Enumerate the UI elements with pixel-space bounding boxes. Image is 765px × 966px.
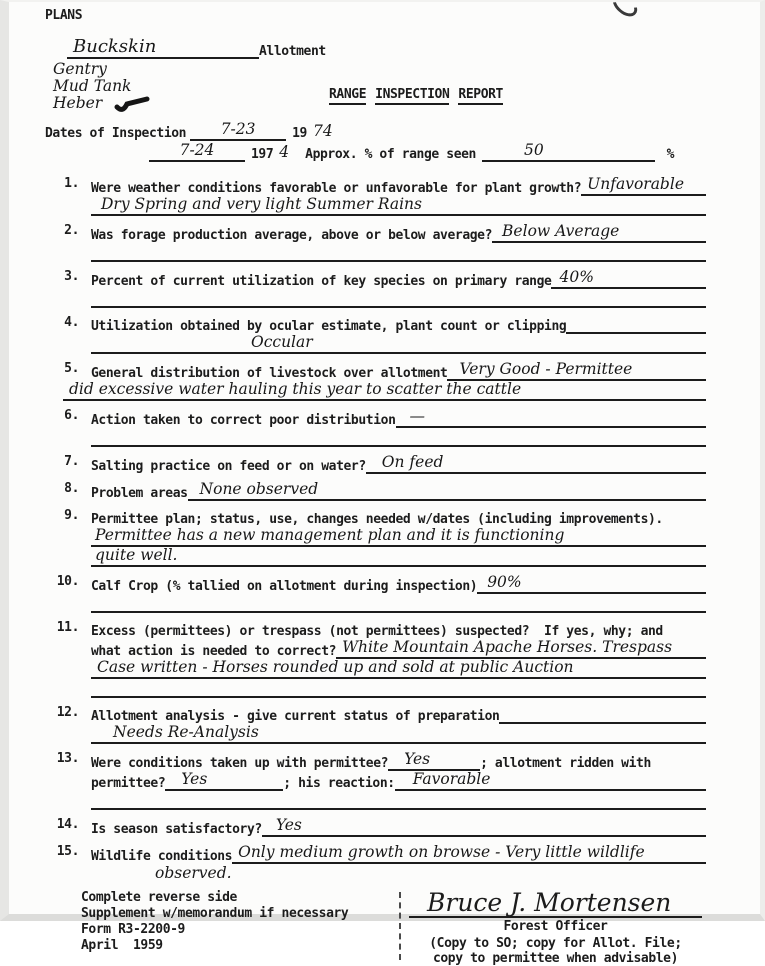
question-body	[91, 481, 706, 501]
handwritten-answer: Below Average	[492, 223, 706, 243]
question-line	[91, 679, 706, 698]
handwritten-answer: quite well.	[91, 547, 706, 567]
question-number: 15.	[56, 844, 79, 859]
question-line	[91, 243, 706, 262]
question-number: 3.	[64, 269, 79, 284]
plan-name-handwritten: Mud Tank	[53, 76, 132, 95]
question-item	[45, 361, 706, 401]
form-title-word: REPORT	[458, 87, 503, 105]
question-text: Allotment analysis - give current status of preparation	[91, 709, 500, 724]
question-text: General distribution of livestock over allotment	[91, 366, 448, 381]
question-number: 10.	[56, 574, 79, 589]
question-text: ; his reaction:	[283, 776, 395, 791]
blank-line	[91, 291, 706, 308]
year-2-typed: 197	[251, 147, 274, 162]
handwritten-answer: None observed	[188, 481, 706, 501]
handwritten-answer: Needs Re-Analysis	[91, 724, 706, 744]
question-text: Calf Crop (% tallied on allotment during inspection)	[91, 579, 478, 594]
question-body	[91, 817, 706, 837]
question-number: 2.	[64, 223, 79, 238]
date-line-1	[190, 121, 286, 141]
inspection-date-row-1	[45, 121, 706, 141]
blank-line	[566, 317, 706, 334]
percent-sign: %	[666, 147, 674, 162]
question-line	[91, 408, 706, 428]
approx-range-value: 50	[523, 141, 544, 159]
question-line	[91, 639, 706, 659]
handwritten-answer: Yes	[262, 817, 706, 837]
handwritten-answer: Dry Spring and very light Summer Rains	[91, 196, 706, 216]
question-line	[91, 771, 706, 791]
question-text: ; allotment ridden with	[480, 756, 651, 771]
questions	[45, 176, 706, 883]
question-body	[91, 705, 706, 744]
question-number: 9.	[64, 508, 79, 523]
question-line	[91, 620, 706, 639]
footer-divider	[399, 892, 401, 960]
plans-label: PLANS	[45, 8, 83, 23]
question-line	[91, 289, 706, 308]
blank-line	[91, 596, 706, 613]
handwritten-answer: Unfavorable	[581, 176, 706, 196]
handwritten-answer: Yes	[165, 771, 283, 791]
form-date: April 1959	[81, 938, 163, 953]
question-number: 7.	[64, 454, 79, 469]
question-number: 5.	[64, 361, 79, 376]
handwritten-answer: 90%	[477, 574, 706, 594]
question-item	[45, 751, 706, 810]
question-number: 12.	[56, 705, 79, 720]
question-text: Is season satisfactory?	[91, 822, 262, 837]
question-line	[91, 751, 706, 771]
question-item	[45, 269, 706, 308]
footer-right-column	[409, 890, 706, 966]
handwritten-answer: White Mountain Apache Horses. Trespass	[336, 639, 706, 659]
blank-line	[91, 430, 706, 447]
signature-handwritten: Bruce J. Mortensen	[427, 888, 672, 917]
handwritten-answer: 40%	[551, 269, 706, 289]
question-body	[91, 574, 706, 613]
question-number: 1.	[64, 176, 79, 191]
handwritten-answer: Only medium growth on browse - Very little wildlife	[232, 844, 706, 864]
question-line	[91, 508, 706, 527]
question-line	[91, 334, 706, 354]
question-number: 14.	[56, 817, 79, 832]
footer-note: Complete reverse side	[81, 890, 237, 905]
checkmark-icon	[114, 96, 150, 112]
question-item	[45, 481, 706, 501]
question-text: Utilization obtained by ocular estimate, plant count or clipping	[91, 319, 567, 334]
question-body	[91, 508, 706, 567]
handwritten-answer: Occular	[91, 334, 706, 354]
question-item	[45, 620, 706, 698]
question-text: Wildlife conditions	[91, 849, 233, 864]
question-line	[91, 315, 706, 334]
approx-range-line	[482, 142, 655, 162]
question-item	[45, 705, 706, 744]
question-item	[45, 315, 706, 354]
question-body	[91, 315, 706, 354]
dates-label: Dates of Inspection	[45, 126, 187, 141]
question-item	[45, 817, 706, 837]
approx-range-label: Approx. % of range seen	[305, 147, 476, 162]
question-line	[91, 454, 706, 474]
date-line-2	[149, 142, 245, 162]
date-2-handwritten: 7-24	[179, 141, 215, 159]
question-line	[91, 817, 706, 837]
question-item	[45, 454, 706, 474]
question-text: Action taken to correct poor distribution	[91, 413, 396, 428]
form-title-word: RANGE	[329, 87, 366, 105]
handwritten-answer: Very Good - Permittee	[447, 361, 706, 381]
question-line	[91, 547, 706, 567]
question-body	[69, 360, 706, 401]
plan-name-handwritten: Heber	[53, 93, 103, 112]
allotment-label: Allotment	[259, 44, 326, 59]
date-1-handwritten: 7-23	[220, 120, 256, 138]
question-text: Excess (permittees) or trespass (not permittees) suspected? If yes, why; and	[91, 624, 663, 639]
year-1-typed: 19	[292, 126, 307, 141]
question-body	[91, 408, 706, 447]
question-number: 11.	[56, 620, 79, 635]
question-line	[91, 844, 706, 864]
footer	[45, 890, 706, 966]
question-text: Was forage production average, above or below average?	[91, 228, 493, 243]
question-line	[91, 176, 706, 196]
question-line	[91, 361, 706, 381]
question-line	[91, 705, 706, 724]
question-line	[91, 428, 706, 447]
form-title	[329, 87, 503, 105]
handwritten-answer: Permittee has a new management plan and it is functioning	[91, 527, 706, 547]
question-line	[91, 724, 706, 744]
question-number: 8.	[64, 481, 79, 496]
signature-line	[409, 890, 702, 918]
question-text: Were conditions taken up with permittee?	[91, 756, 389, 771]
question-item	[45, 844, 706, 883]
question-item	[45, 408, 706, 447]
handwritten-answer: On feed	[366, 454, 706, 474]
question-text: Permittee plan; status, use, changes needed w/dates (including improvements).	[91, 512, 663, 527]
question-line	[91, 659, 706, 679]
inspection-date-row-2	[45, 142, 706, 162]
question-item	[45, 574, 706, 613]
question-text: Salting practice on feed or on water?	[91, 459, 366, 474]
question-number: 13.	[56, 751, 79, 766]
question-body	[91, 844, 706, 883]
question-number: 4.	[64, 315, 79, 330]
question-text: Problem areas	[91, 486, 188, 501]
question-line	[91, 223, 706, 243]
handwritten-answer: —	[396, 408, 707, 428]
plan-list-item	[47, 61, 706, 78]
handwritten-note: observed.	[155, 864, 232, 882]
question-body	[91, 223, 706, 262]
handwritten-answer: Yes	[388, 751, 480, 771]
handwritten-answer: Favorable	[395, 771, 706, 791]
question-line	[91, 527, 706, 547]
question-text: permittee?	[91, 776, 166, 791]
question-item	[45, 223, 706, 262]
question-line	[91, 594, 706, 613]
question-item	[45, 508, 706, 567]
question-line	[69, 380, 706, 401]
question-item	[45, 176, 706, 216]
allotment-row	[67, 37, 706, 59]
question-line	[91, 269, 706, 289]
question-line	[91, 864, 706, 883]
footer-note: Supplement w/memorandum if necessary	[81, 906, 349, 921]
handwritten-answer: Case written - Horses rounded up and sold at public Auction	[91, 659, 706, 679]
handwritten-answer: did excessive water hauling this year to scatter the cattle	[63, 381, 706, 401]
copy-distribution-note: (Copy to SO; copy for Allot. File; copy to permittee when advisable)	[429, 936, 682, 966]
blank-line	[91, 245, 706, 262]
form-title-word: INSPECTION	[375, 87, 449, 105]
year-1-handwritten: 74	[312, 122, 333, 140]
question-line	[91, 791, 706, 810]
allotment-name-line	[67, 37, 259, 59]
plan-name-handwritten: Gentry	[53, 59, 107, 78]
header-middle	[47, 61, 706, 119]
question-text: Were weather conditions favorable or unfavorable for plant growth?	[91, 181, 582, 196]
year-2-handwritten: 4	[279, 143, 290, 161]
blank-line	[91, 681, 706, 698]
question-body	[91, 269, 706, 308]
question-line	[91, 196, 706, 216]
question-line	[91, 574, 706, 594]
question-body	[91, 751, 706, 810]
question-body	[91, 176, 706, 216]
footer-left-column	[81, 890, 399, 966]
question-text: Percent of current utilization of key species on primary range	[91, 274, 552, 289]
signature-title: Forest Officer	[503, 919, 608, 934]
form-number: Form R3-2200-9	[81, 922, 185, 937]
blank-line	[91, 793, 706, 810]
blank-line	[499, 707, 706, 724]
allotment-name-handwritten: Buckskin	[73, 36, 157, 57]
question-number: 6.	[64, 408, 79, 423]
question-text: what action is needed to correct?	[91, 644, 337, 659]
question-line	[91, 481, 706, 501]
question-body	[91, 620, 706, 698]
question-body	[91, 454, 706, 474]
